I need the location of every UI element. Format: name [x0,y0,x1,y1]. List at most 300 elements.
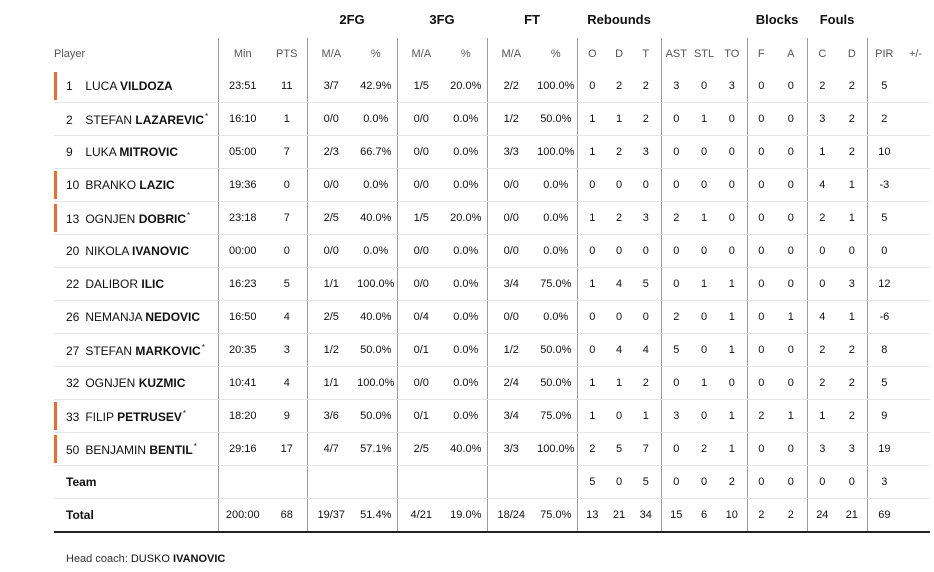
cell-min: 16:10 [218,103,267,136]
cell-o: 2 [577,433,607,466]
cell-fg2: 19/37 [307,499,355,533]
starter-mark: * [187,210,191,220]
cell-fg3p: 0.0% [445,268,487,301]
cell-stl: 0 [691,235,717,268]
col-pts: PTS [267,38,307,70]
cell-ba: 0 [775,268,807,301]
cell-d: 0 [607,466,631,499]
cell-fg3p: 0.0% [445,367,487,400]
player-first-name: STEFAN [85,112,133,127]
cell-bf: 0 [747,70,775,103]
cell-ft: 0/0 [487,169,535,202]
col-reb-t: T [631,38,661,70]
cell-d: 2 [607,136,631,169]
group-header-row [54,0,930,38]
cell-ft: 0/0 [487,235,535,268]
cell-fg3: 0/0 [397,103,445,136]
cell-to: 10 [717,499,747,533]
cell-pts: 68 [267,499,307,533]
cell-ast: 0 [661,268,691,301]
group-fouls: Fouls [819,11,855,27]
cell-pir: 69 [867,499,901,533]
cell-to: 1 [717,433,747,466]
cell-stl: 0 [691,334,717,367]
player-cell[interactable] [54,235,218,268]
col-foul-c: C [818,48,827,60]
cell-ft: 2/2 [487,70,535,103]
cell-ast: 2 [661,202,691,235]
cell-pir: -6 [867,301,901,334]
head-coach [66,553,225,565]
player-cell[interactable] [54,268,218,301]
on-court-indicator [54,402,57,430]
head-coach-first-name: DUSKO [130,553,170,565]
cell-d: 21 [607,499,631,533]
cell-stl: 0 [691,466,717,499]
player-first-name: NIKOLA [85,244,129,258]
player-cell[interactable] [54,400,218,433]
cell-fg2p: 66.7% [355,136,397,169]
cell-fg3p: 40.0% [445,433,487,466]
cell-t: 3 [631,136,661,169]
starter-mark: * [201,342,205,352]
cell-ftp: 0.0% [535,169,577,202]
cell-o: 13 [577,499,607,533]
col-min: Min [233,48,252,60]
player-cell[interactable] [54,301,218,334]
col-pir: PIR [875,48,894,60]
player-first-name: OGNJEN [85,376,136,390]
cell-pm [901,103,930,136]
cell-ft: 1/2 [487,103,535,136]
cell-fg2: 1/2 [307,334,355,367]
on-court-indicator [54,204,57,232]
cell-ftp: 0.0% [535,301,577,334]
cell-fg3p: 0.0% [445,400,487,433]
cell-fg3p: 0.0% [445,103,487,136]
player-first-name: LUCA [85,79,117,93]
cell-ft: 1/2 [487,334,535,367]
cell-fg3p: 19.0% [445,499,487,533]
cell-ft: 2/4 [487,367,535,400]
cell-bf: 0 [747,433,775,466]
player-last-name: MARKOVIC [135,343,201,358]
cell-fd: 2 [837,70,867,103]
cell-fg3p: 0.0% [445,136,487,169]
cell-pir: 8 [867,334,901,367]
cell-t: 34 [631,499,661,533]
cell-bf: 0 [747,466,775,499]
cell-ft: 0/0 [487,202,535,235]
cell-min: 19:36 [218,169,267,202]
cell-ft: 3/4 [487,400,535,433]
cell-fc: 3 [807,103,837,136]
cell-d: 4 [607,268,631,301]
on-court-indicator [54,171,57,199]
cell-t: 5 [631,268,661,301]
col-to: TO [717,38,747,70]
cell-ast: 0 [661,235,691,268]
cell-fg3: 0/0 [397,235,445,268]
cell-ba: 2 [775,499,807,533]
cell-to: 1 [717,400,747,433]
cell-ast: 0 [661,367,691,400]
cell-bf: 0 [747,202,775,235]
cell-fg2 [307,466,355,499]
cell-fd: 2 [837,367,867,400]
player-last-name: ILIC [141,277,165,291]
cell-to: 1 [717,268,747,301]
player-last-name: PETRUSEV [117,409,182,424]
cell-bf: 0 [747,301,775,334]
cell-ba: 1 [775,301,807,334]
player-number: 26 [66,310,80,324]
column-header-row [54,38,930,70]
cell-ftp: 50.0% [535,334,577,367]
cell-fg3: 0/0 [397,367,445,400]
cell-t: 0 [631,169,661,202]
cell-t: 5 [631,466,661,499]
cell-fd: 1 [837,301,867,334]
cell-ftp: 100.0% [535,70,577,103]
cell-to: 1 [717,301,747,334]
cell-t: 3 [631,202,661,235]
player-last-name: MITROVIC [119,145,179,159]
player-first-name: DALIBOR [85,277,139,291]
player-cell[interactable] [54,70,218,103]
col-3fg-pct: % [445,38,487,70]
cell-stl: 6 [691,499,717,533]
player-row [54,400,930,433]
cell-d: 0 [607,400,631,433]
cell-stl: 0 [691,169,717,202]
col-ft-pct: % [535,38,577,70]
cell-fc: 2 [807,367,837,400]
cell-t: 7 [631,433,661,466]
cell-to: 0 [717,136,747,169]
cell-min: 23:18 [218,202,267,235]
cell-bf: 2 [747,400,775,433]
starter-mark: * [205,111,209,121]
cell-t: 2 [631,103,661,136]
player-number: 20 [66,244,80,258]
player-row [54,334,930,367]
cell-pm [901,70,930,103]
player-row [54,367,930,400]
cell-ftp: 50.0% [535,367,577,400]
player-last-name: VILDOZA [120,79,173,93]
cell-fg3: 2/5 [397,433,445,466]
cell-fg2: 4/7 [307,433,355,466]
cell-t: 2 [631,367,661,400]
cell-bf: 0 [747,367,775,400]
cell-fd: 0 [837,235,867,268]
cell-fg3: 0/1 [397,400,445,433]
head-coach-label: Head coach: [66,553,128,565]
cell-pts: 3 [267,334,307,367]
total-row [54,499,930,533]
player-number: 50 [66,442,80,457]
cell-pts: 17 [267,433,307,466]
cell-pir: 10 [867,136,901,169]
cell-o: 0 [577,301,607,334]
cell-o: 0 [577,70,607,103]
cell-ba: 0 [775,169,807,202]
cell-bf: 0 [747,136,775,169]
group-blocks: Blocks [755,11,799,27]
starter-mark: * [193,441,197,451]
player-number: 10 [66,178,80,192]
cell-fg3p: 20.0% [445,70,487,103]
cell-fc: 1 [807,136,837,169]
on-court-indicator [54,72,57,100]
cell-min: 20:35 [218,334,267,367]
cell-pir: 5 [867,367,901,400]
cell-ba: 0 [775,70,807,103]
cell-stl: 1 [691,202,717,235]
cell-min: 200:00 [218,499,267,533]
col-stl: STL [693,48,715,60]
cell-fd: 2 [837,334,867,367]
cell-pts: 0 [267,235,307,268]
cell-pts: 7 [267,136,307,169]
cell-fc: 0 [807,466,837,499]
player-row [54,103,930,136]
cell-pts: 11 [267,70,307,103]
cell-fg2p: 50.0% [355,400,397,433]
col-ft-ma: M/A [501,48,522,60]
cell-pm [901,301,930,334]
cell-ftp: 50.0% [535,103,577,136]
player-number: 27 [66,343,80,358]
player-cell[interactable] [54,136,218,169]
player-number: 13 [66,211,80,226]
player-cell[interactable] [54,433,218,466]
player-first-name: BENJAMIN [85,442,147,457]
player-first-name: OGNJEN [85,211,136,226]
cell-ast: 3 [661,70,691,103]
cell-fc: 1 [807,400,837,433]
cell-min: 00:00 [218,235,267,268]
player-row [54,136,930,169]
cell-fg3 [397,466,445,499]
player-cell[interactable] [54,202,218,235]
cell-fd: 3 [837,433,867,466]
cell-ast: 2 [661,301,691,334]
cell-pm [901,136,930,169]
player-last-name: BENTIL [149,442,193,457]
cell-min: 23:51 [218,70,267,103]
cell-fc: 3 [807,433,837,466]
cell-fg3p: 0.0% [445,301,487,334]
cell-t: 0 [631,235,661,268]
cell-fg3: 1/5 [397,70,445,103]
cell-pir: 2 [867,103,901,136]
player-cell[interactable] [54,169,218,202]
cell-pm [901,235,930,268]
cell-o: 1 [577,103,607,136]
cell-pts: 4 [267,367,307,400]
player-cell[interactable] [54,334,218,367]
cell-pir: 3 [867,466,901,499]
cell-fg2: 0/0 [307,103,355,136]
col-2fg-pct: % [355,38,397,70]
cell-ast: 3 [661,400,691,433]
cell-min: 10:41 [218,367,267,400]
player-number: 1 [66,79,73,93]
team-label: Team [54,466,218,499]
cell-fc: 4 [807,301,837,334]
cell-bf: 0 [747,103,775,136]
cell-ba: 0 [775,136,807,169]
cell-o: 0 [577,334,607,367]
cell-ftp: 75.0% [535,400,577,433]
cell-o: 1 [577,268,607,301]
cell-to: 0 [717,169,747,202]
cell-ft: 0/0 [487,301,535,334]
cell-fg2: 0/0 [307,169,355,202]
cell-stl: 0 [691,70,717,103]
cell-fg2p: 100.0% [355,367,397,400]
col-foul-d: D [837,38,867,70]
cell-fg2: 2/5 [307,301,355,334]
player-last-name: LAZIC [139,178,175,192]
cell-ast: 0 [661,136,691,169]
head-coach-last-name: IVANOVIC [173,553,226,565]
head-coach-name[interactable] [131,553,226,565]
cell-pm [901,268,930,301]
cell-fc: 0 [807,268,837,301]
cell-stl: 1 [691,268,717,301]
cell-pm [901,433,930,466]
cell-fg3: 0/4 [397,301,445,334]
player-number: 22 [66,277,80,291]
cell-pts: 5 [267,268,307,301]
cell-fg2: 0/0 [307,235,355,268]
cell-pir: -3 [867,169,901,202]
cell-to: 3 [717,70,747,103]
cell-d: 1 [607,103,631,136]
cell-ft: 3/4 [487,268,535,301]
cell-fg2p: 57.1% [355,433,397,466]
cell-ast: 0 [661,433,691,466]
cell-to: 0 [717,367,747,400]
cell-ft: 18/24 [487,499,535,533]
cell-d: 2 [607,70,631,103]
cell-pm [901,202,930,235]
cell-stl: 2 [691,433,717,466]
cell-ba: 0 [775,466,807,499]
player-number: 9 [66,145,73,159]
col-ast: AST [665,48,687,60]
cell-t: 2 [631,70,661,103]
cell-pm [901,400,930,433]
cell-to: 0 [717,202,747,235]
cell-d: 4 [607,334,631,367]
cell-fg2p: 40.0% [355,202,397,235]
cell-fg2: 2/3 [307,136,355,169]
cell-bf: 0 [747,169,775,202]
cell-bf: 2 [747,499,775,533]
player-last-name: IVANOVIC [132,244,190,258]
cell-d: 0 [607,235,631,268]
cell-fd: 1 [837,202,867,235]
player-last-name: DOBRIC [138,211,187,226]
cell-stl: 1 [691,367,717,400]
cell-ba: 0 [775,433,807,466]
player-cell[interactable] [54,103,218,136]
player-last-name: LAZAREVIC [135,112,205,127]
cell-fg3: 0/1 [397,334,445,367]
cell-fg2p: 40.0% [355,301,397,334]
cell-pts: 1 [267,103,307,136]
cell-fd: 1 [837,169,867,202]
cell-min [218,466,267,499]
cell-min: 29:16 [218,433,267,466]
cell-ft [487,466,535,499]
player-last-name: NEDOVIC [145,310,201,324]
cell-o: 1 [577,367,607,400]
cell-ast: 0 [661,169,691,202]
cell-fg2p: 51.4% [355,499,397,533]
cell-fg3p: 0.0% [445,235,487,268]
cell-pm [901,169,930,202]
cell-fg3: 0/0 [397,136,445,169]
cell-ftp: 100.0% [535,433,577,466]
cell-ftp [535,466,577,499]
cell-pts: 7 [267,202,307,235]
cell-fc: 2 [807,334,837,367]
player-first-name: NEMANJA [85,310,143,324]
player-first-name: STEFAN [85,343,133,358]
cell-to: 2 [717,466,747,499]
group-2fg: 2FG [339,11,365,27]
cell-fc: 0 [807,235,837,268]
player-row [54,433,930,466]
player-row [54,202,930,235]
cell-pm [901,334,930,367]
cell-ba: 0 [775,367,807,400]
cell-pir: 19 [867,433,901,466]
cell-min: 16:50 [218,301,267,334]
cell-min: 18:20 [218,400,267,433]
player-cell[interactable] [54,367,218,400]
cell-fg2p: 0.0% [355,103,397,136]
cell-o: 1 [577,400,607,433]
cell-fc: 24 [807,499,837,533]
player-row [54,268,930,301]
cell-ast: 0 [661,103,691,136]
cell-pir: 5 [867,70,901,103]
cell-fg2p [355,466,397,499]
cell-o: 0 [577,169,607,202]
player-last-name: KUZMIC [138,376,186,390]
cell-fg3p: 20.0% [445,202,487,235]
cell-pir: 12 [867,268,901,301]
cell-fc: 2 [807,202,837,235]
cell-d: 2 [607,202,631,235]
cell-fg2p: 42.9% [355,70,397,103]
cell-ba: 0 [775,235,807,268]
cell-fd: 2 [837,400,867,433]
col-reb-o: O [588,48,597,60]
cell-ba: 0 [775,103,807,136]
col-3fg-ma: M/A [411,48,432,60]
cell-fg2p: 50.0% [355,334,397,367]
cell-fc: 2 [807,70,837,103]
starter-mark: * [182,408,186,418]
cell-pts: 4 [267,301,307,334]
